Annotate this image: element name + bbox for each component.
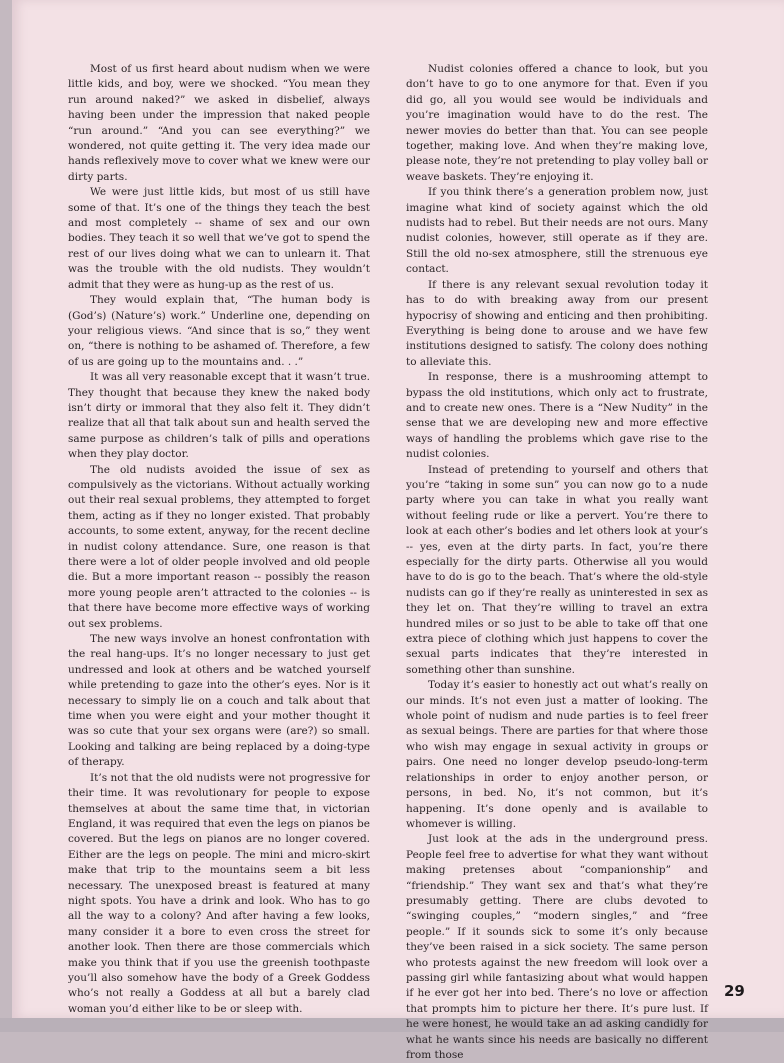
- paragraph: If there is any relevant sexual revolution today it has to do with breaking away from our present hypocrisy of showing and enticing and then prohibiting. Everything is being done to arouse and we have few institutions designed to satisfy. The colony does nothing to alleviate this.: [406, 278, 708, 368]
- paragraph: The old nudists avoided the issue of sex as compulsively as the victorians. Without actually working out their real sexual problems, they attempted to forget them, acting as if they no longer existed. That probably accounts, to some extent, anyway, for the recent decline in nudist colony attendance. Sure, one reason is that there were a lot of older people involved and old people die. But a more important reason -- possibly the reason more young people aren’t attracted to the colonies -- is that there have become more effective ways of working out sex problems.: [68, 463, 370, 630]
- paragraph: We were just little kids, but most of us still have some of that. It’s one of the things they teach the best and most completely -- shame of sex and our own bodies. They teach it so well that we’ve got to spend the rest of our lives doing what we can to unlearn it. That was the trouble with the old nudists. They wouldn’t admit that they were as hung-up as the rest of us.: [68, 186, 370, 291]
- paragraph: Today it’s easier to honestly act out what’s really on our minds. It’s not even just a matter of looking. The whole point of nudism and nude parties is to feel freer as sexual beings. There are parties for that where those who wish may engage in sexual activity in groups or pairs. One need no longer develop pseudo-long-term relationships in order to enjoy another person, or persons, in bed. No, it’s not common, but it’s happening. It’s done openly and is available to whomever is willing.: [406, 679, 708, 830]
- paragraph: They would explain that, “The human body is (God’s) (Nature’s) work.” Underline one, depending on your religious views. “And since that is so,” they went on, “there is nothing to be ashamed of. Therefore, a few of us are going up to the mountains and. . .”: [68, 294, 370, 368]
- paragraph: The new ways involve an honest confrontation with the real hang-ups. It’s no longer necessary to just get undressed and look at others and be watched yourself while pretending to gaze into the other’s eyes. Nor is it necessary to simply lie on a couch and talk about that time when you were eight and your mother thought it was so cute that your sex organs were (are?) so small. Looking and talking are being replaced by a doing-type of therapy.: [68, 633, 370, 769]
- page-number: 29: [724, 982, 745, 1000]
- paragraph: Instead of pretending to yourself and others that you’re “taking in some sun” you can now go to a nude party where you can take in what you really want without feeling rude or like a pervert. You’re there to look at each other’s bodies and let others look at your’s -- yes, even at the dirty parts. In fact, you’re there especially for the dirty parts. Otherwise all you would have to do is go to the beach. That’s where the old-style nudists can go if they’re really as uninterested in sex as they let on. That they’re willing to travel an extra hundred miles or so just to be able to take off that one extra piece of clothing which just happens to cover the sexual parts indicates that they’re interested in something other than sunshine.: [406, 463, 708, 676]
- paragraph: It was all very reasonable except that it wasn’t true. They thought that because they knew the naked body isn’t dirty or immoral that they also felt it. They didn’t realize that all that talk about sun and health served the same purpose as children’s talk of pills and operations when they play doctor.: [68, 371, 370, 461]
- paragraph: It’s not that the old nudists were not progressive for their time. It was revolutionary for people to expose themselves at about the same time that, in victorian England, it was required that even the legs on pianos be covered. But the legs on pianos are no longer covered. Either are the legs on people. The mini and micro-skirt make that trip to the mountains seem a bit less necessary. The unexposed breast is featured at many night spots. You have a drink and look. Who has to go all the way to a colony? And after having a few looks, many consider it a bore to even cross the street for another look. Then there are those commercials which make you think that if you use the greenish toothpaste you’ll also somehow have the body of a Greek Goddess who’s not really a Goddess at all but a barely clad woman you’d either like to be or sleep with.: [68, 771, 370, 1015]
- paragraph: Most of us first heard about nudism when we were little kids, and boy, were we shocked. “You mean they run around naked?” we asked in disbelief, always having been under the impression that naked people “run around.” “And you can see everything?” we wondered, not quite getting it. The very idea made our hands reflexively move to cover what we knew were our dirty parts.: [68, 63, 370, 183]
- paragraph: Just look at the ads in the underground press. People feel free to advertise for what they want without making pretenses about “companionship” and “friendship.” They want sex and that’s what they’re presumably getting. There are clubs devoted to “swinging couples,” “modern singles,” and “free people.” If it sounds sick to some it’s only because they’ve been raised in a sick society. The same person who protests against the new freedom will look over a passing girl while fantasizing about what would happen if he ever got her into bed. There’s no love or affection that prompts him to picture her there. It’s pure lust. If he were honest, he would take an ad asking candidly for what he wants since his needs are basically no different from those: [406, 833, 708, 1061]
- right-column: [406, 62, 708, 1063]
- left-column: [68, 62, 370, 1017]
- paragraph: If you think there’s a generation problem now, just imagine what kind of society against which the old nudists had to rebel. But their needs are not ours. Many nudist colonies, however, still operate as if they are. Still the old no-sex atmosphere, still the strenuous eye contact.: [406, 186, 708, 276]
- paragraph: In response, there is a mushrooming attempt to bypass the old institutions, which only act to frustrate, and to create new ones. There is a “New Nudity” in the sense that we are developing new and more effective ways of handling the problems which gave rise to the nudist colonies.: [406, 371, 708, 461]
- paragraph: Nudist colonies offered a chance to look, but you don’t have to go to one anymore for that. Even if you did go, all you would see would be individuals and you’re imagination would have to do the rest. The newer movies do better than that. You can see people together, making love. And when they’re making love, please note, they’re not pretending to play volley ball or weave baskets. They’re enjoying it.: [406, 63, 708, 183]
